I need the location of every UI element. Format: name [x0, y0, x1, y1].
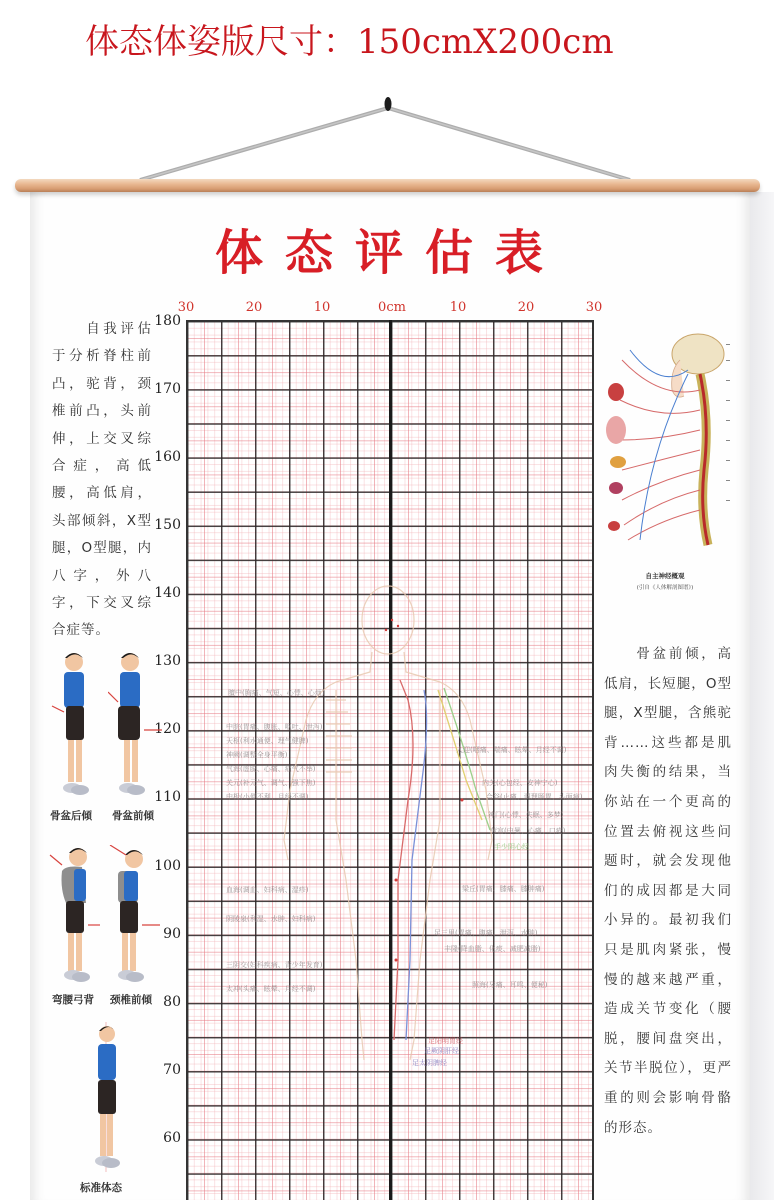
poster-shadow [750, 192, 774, 1200]
acupoint-label: 劳宫(中暑、心痛、口疮) [490, 827, 566, 835]
nerve-chart-caption: 自主神经概观 [645, 572, 685, 580]
figure-caption: 标准体态 [80, 1182, 122, 1194]
acupoint-label: 天枢(利水通便、理气健脾) [226, 737, 309, 745]
acupoint-label: 内关(心包经、安神宁心) [482, 779, 558, 787]
product-size-headline: 体态体姿版尺寸：150cmX200cm [85, 22, 614, 62]
x-tick: 20 [517, 300, 535, 315]
acupoint-label: 阴陵泉(利湿、水肿、妇科病) [226, 915, 316, 923]
posture-figure-standard-icon [86, 1022, 126, 1172]
figure-caption: 颈椎前倾 [110, 994, 152, 1006]
y-tick: 60 [163, 1130, 181, 1147]
x-tick: 10 [313, 300, 331, 315]
poster-title: 体态评估表 [214, 225, 565, 281]
posture-figure-pelvis-anterior-tilt-icon [108, 650, 164, 800]
posture-figure-pelvis-posterior-tilt-icon [50, 650, 100, 800]
meridian-label: 足阳明胃经 [428, 1037, 463, 1045]
x-tick: 0cm [378, 300, 406, 315]
acupoint-label: 神门(心悸、失眠、多梦) [488, 811, 564, 819]
y-tick: 170 [154, 381, 181, 398]
acupoint-label: 三阴交(妇科疾病、青少年发育) [226, 961, 323, 969]
right-description-text: 骨盆前倾，高低肩，长短腿，O型腿，X型腿，含熊驼背……这些都是肌肉失衡的结果，当你站在一个更高的位置去俯视这些问题时，就会发现他们的成因都是大同小异的。最初我们只是肌肉紧张，慢慢的越来越严重，造成关节变化（腰脱，腰间盘突出，关节半脱位），更严重的则会影响骨骼的形态。 [604, 646, 732, 1136]
figure-caption: 骨盆后倾 [50, 810, 92, 822]
y-tick: 80 [163, 994, 181, 1011]
posture-figure-hunched-back-icon [48, 845, 102, 985]
autonomic-nerve-chart-icon [600, 330, 730, 560]
acupoint-label: 梁丘(胃痛、膝痛、膝肿痛) [462, 885, 545, 893]
x-tick: 30 [177, 300, 195, 315]
y-tick: 140 [154, 585, 181, 602]
nerve-chart-subcaption: (引自《人体解剖图谱》) [636, 585, 694, 591]
acupoint-label: 合谷(止痛、调理肠胃、头面病) [486, 793, 583, 801]
posture-figure-forward-neck-icon [106, 845, 162, 985]
acupoint-label: 膻中(胸痛、气短、心悸、心烦) [228, 689, 325, 697]
acupoint-label: 气海(虚脱、心痛、疝气不举) [226, 765, 316, 773]
x-tick: 20 [245, 300, 263, 315]
acupoint-label: 中极(小便不利、月经不调) [226, 793, 309, 801]
meridian-label: 足太阴脾经 [412, 1059, 447, 1067]
meridian-label: 足厥阴肝经 [424, 1047, 459, 1055]
acupoint-label: 足三里(胃痛、腹痛、泄泻、水肿) [434, 929, 538, 937]
acupoint-label: 太冲(头痛、眩晕、月经不调) [226, 985, 316, 993]
figure-caption: 弯腰弓背 [52, 994, 94, 1006]
y-tick: 150 [154, 517, 181, 534]
center-plumb-line [389, 320, 392, 1200]
acupoint-label: 丰隆(降血脂、化痰、减肥减脂) [444, 945, 541, 953]
acupoint-label: 神阙(调整全身平衡) [226, 751, 288, 759]
y-tick: 180 [154, 313, 181, 330]
y-tick: 110 [154, 789, 181, 806]
y-tick: 160 [154, 449, 181, 466]
y-tick: 130 [154, 653, 181, 670]
left-description-text: 自我评估于分析脊柱前凸，驼背，颈椎前凸，头前伸，上交叉综合症，高低腰，高低肩，头部倾斜，X型腿，O型腿，内八字，外八字，下交叉综合症等。 [52, 321, 152, 639]
meridian-label: 手少阴心经 [494, 843, 529, 851]
wooden-hanging-rod [15, 179, 760, 192]
y-tick: 100 [154, 858, 181, 875]
y-tick: 120 [154, 721, 181, 738]
x-tick: 30 [585, 300, 603, 315]
acupoint-label: 血海(调血、妇科病、湿疹) [226, 886, 309, 894]
acupoint-label: 照海(牙痛、耳鸣、便秘) [472, 981, 548, 989]
acupoint-label: 中脘(胃痛、腹胀、呕吐、泄泻) [226, 723, 323, 731]
y-tick: 90 [163, 926, 181, 943]
acupoint-label: 关元(补元气、调气、强下焦) [226, 779, 316, 787]
figure-caption: 骨盆前倾 [112, 810, 154, 822]
x-tick: 10 [449, 300, 467, 315]
acupoint-label: 人迎(咽痛、喘痛、眩晕、月经不调) [456, 746, 567, 754]
y-tick: 70 [163, 1062, 181, 1079]
